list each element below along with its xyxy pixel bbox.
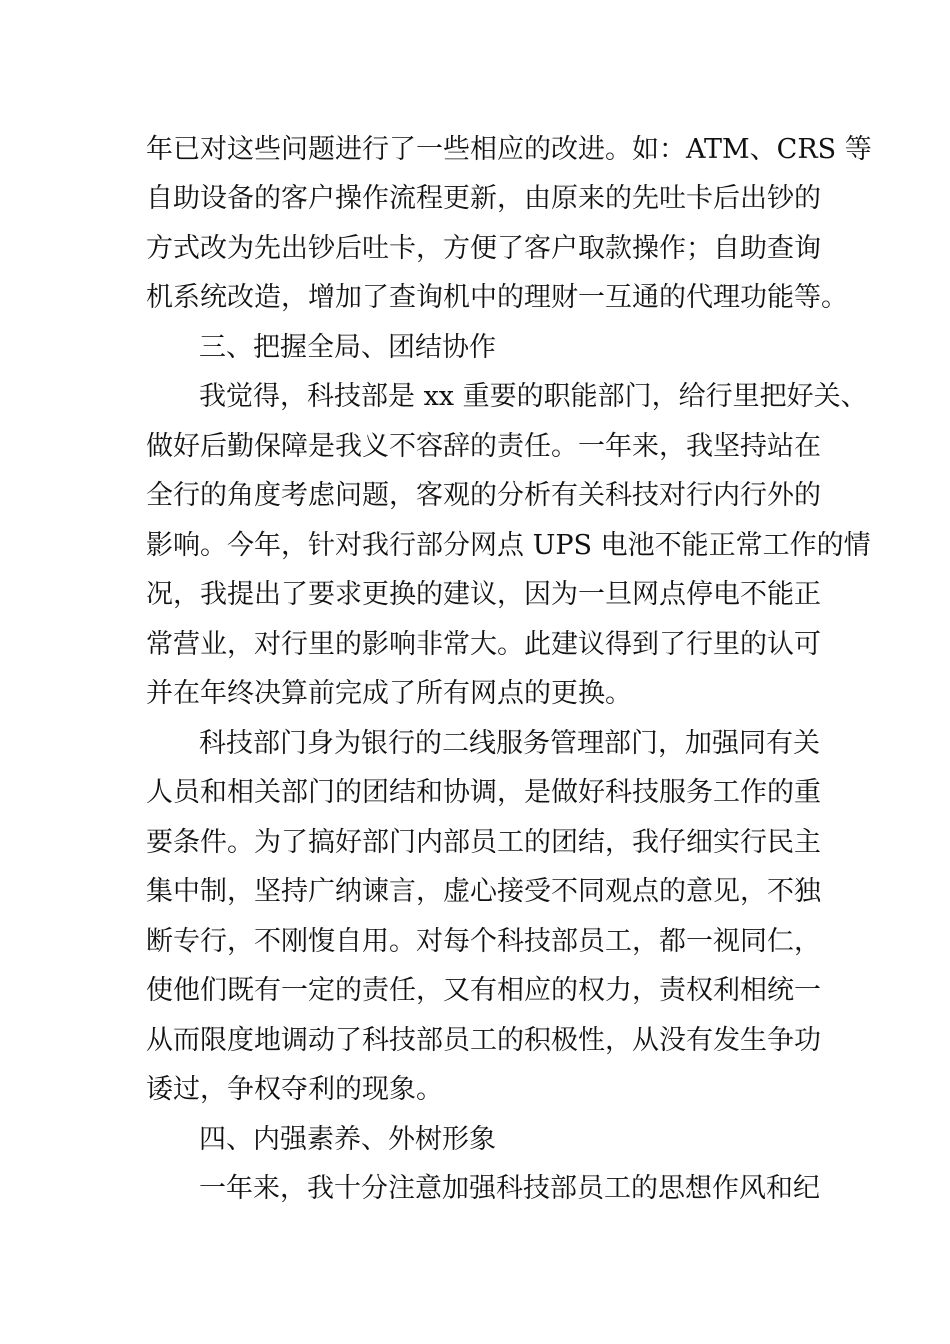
text-line: 诿过，争权夺利的现象。 (146, 1074, 443, 1105)
section-heading: 三、把握全局、团结协作 (199, 332, 496, 363)
text-line: 人员和相关部门的团结和协调，是做好科技服务工作的重 (146, 777, 821, 808)
text-line: 方式改为先出钞后吐卡，方便了客户取款操作；自助查询 (146, 233, 821, 264)
text-line: 科技部门身为银行的二线服务管理部门，加强同有关 (199, 728, 820, 759)
text-line: 全行的角度考虑问题，客观的分析有关科技对行内行外的 (146, 480, 821, 511)
text-line: 我觉得，科技部是 xx 重要的职能部门，给行里把好关、 (199, 381, 868, 412)
text-line: 断专行，不刚愎自用。对每个科技部员工，都一视同仁， (146, 926, 821, 957)
text-line: 自助设备的客户操作流程更新，由原来的先吐卡后出钞的 (146, 183, 821, 214)
text-line: 集中制，坚持广纳谏言，虚心接受不同观点的意见，不独 (146, 876, 821, 907)
text-line: 做好后勤保障是我义不容辞的责任。一年来，我坚持站在 (146, 431, 821, 462)
section-heading: 四、内强素养、外树形象 (199, 1124, 496, 1155)
text-line: 影响。今年，针对我行部分网点 UPS 电池不能正常工作的情 (146, 530, 871, 561)
text-line: 年已对这些问题进行了一些相应的改进。如：ATM、CRS 等 (146, 134, 872, 165)
text-line: 使他们既有一定的责任，又有相应的权力，责权利相统一 (146, 975, 821, 1006)
text-line: 一年来，我十分注意加强科技部员工的思想作风和纪 (199, 1173, 820, 1204)
text-line: 并在年终决算前完成了所有网点的更换。 (146, 678, 632, 709)
text-line: 常营业，对行里的影响非常大。此建议得到了行里的认可 (146, 629, 821, 660)
text-line: 从而限度地调动了科技部员工的积极性，从没有发生争功 (146, 1025, 821, 1056)
text-line: 要条件。为了搞好部门内部员工的团结，我仔细实行民主 (146, 827, 821, 858)
text-line: 机系统改造，增加了查询机中的理财一互通的代理功能等。 (146, 282, 848, 313)
text-line: 况，我提出了要求更换的建议，因为一旦网点停电不能正 (146, 579, 821, 610)
